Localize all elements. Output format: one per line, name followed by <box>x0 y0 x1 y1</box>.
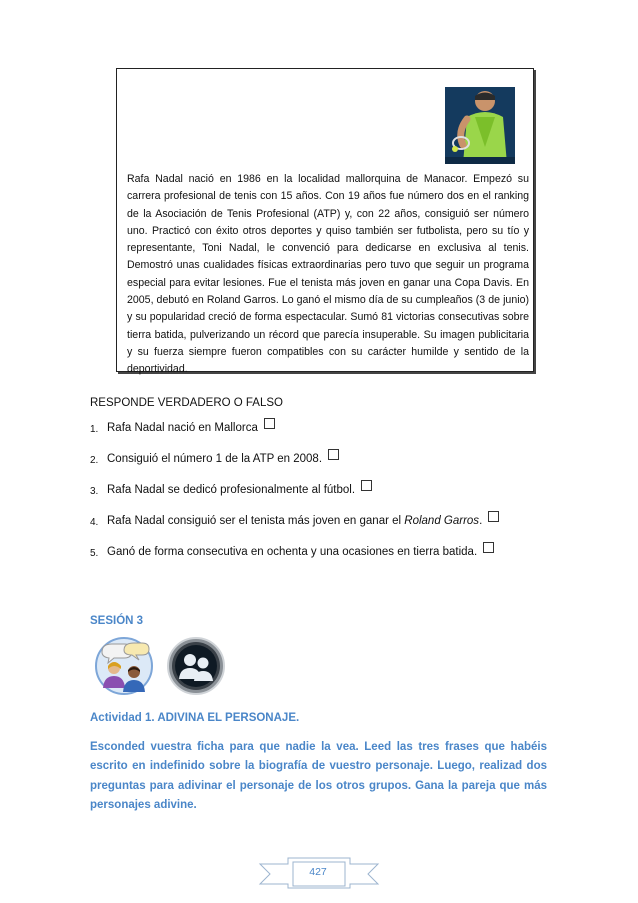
page-number: 427 <box>309 866 327 878</box>
question-text <box>107 515 482 527</box>
question-number: 5. <box>90 548 99 559</box>
question-text: Consiguió el número 1 de la ATP en 2008. <box>107 453 323 465</box>
biography-box <box>116 68 534 376</box>
activity-instructions: Esconded vuestra ficha para que nadie la vea. Leed las tres frases que habéis escrito en indefinido sobre la biografía de vuestro personaje. Luego, realizad dos preguntas para adivinar el personaje de los otros grupos. Gana la pareja que más personajes adivine. <box>90 741 547 811</box>
question-text: Rafa Nadal se dedicó profesionalmente al fútbol. <box>107 484 356 496</box>
answer-checkbox[interactable] <box>328 449 339 460</box>
people-talking-icon <box>94 636 154 696</box>
tennis-player-photo <box>445 87 515 164</box>
answer-checkbox[interactable] <box>361 480 372 491</box>
answer-checkbox[interactable] <box>483 542 494 553</box>
activity-title: Actividad 1. ADIVINA EL PERSONAJE. <box>90 712 300 724</box>
quiz-heading: RESPONDE VERDADERO O FALSO <box>90 397 283 409</box>
question-text-italic: Roland Garros <box>404 515 480 527</box>
question-number: 1. <box>90 424 99 435</box>
quiz-question <box>90 422 550 453</box>
question-text-end: . <box>479 515 483 527</box>
quiz-question <box>90 546 550 577</box>
session-title: SESIÓN 3 <box>90 615 144 627</box>
question-text-main: Rafa Nadal consiguió ser el tenista más joven en ganar el <box>107 515 405 527</box>
question-number: 4. <box>90 517 99 528</box>
quiz-list <box>90 422 550 577</box>
answer-checkbox[interactable] <box>264 418 275 429</box>
quiz-question <box>90 484 550 515</box>
question-number: 2. <box>90 455 99 466</box>
quiz-question <box>90 515 550 546</box>
question-number: 3. <box>90 486 99 497</box>
group-icon <box>166 636 226 696</box>
biography-text: Rafa Nadal nació en 1986 en la localidad mallorquina de Manacor. Empezó su carrera profesional de tenis con 15 años. Con 19 años fue número dos en el ranking de la Asociación de Tenis Profesional (ATP) y, con 22 años, consiguió ser número uno. Practicó con éxito otros deportes y quiso también ser futbolista, pero su tío y representante, Toni Nadal, le convenció para dedicarse en exclusiva al tenis. Demostró unas cualidades físicas extraordinarias pero tuvo que seguir un programa especial para evitar lesiones. Fue el tenista más joven en ganar una Copa Davis. En 2005, debutó en Roland Garros. Lo ganó el mismo día de su cumpleaños (3 de junio) y su popularidad creció de forma espectacular. Sumó 81 victorias consecutivas sobre tierra batida, pulverizando un récord que parecía insuperable. Su imagen publicitaria y su fuerza siempre fueron compatibles con su carácter humilde y sentido de la deportividad. <box>127 173 529 376</box>
answer-checkbox[interactable] <box>488 511 499 522</box>
question-text: Rafa Nadal nació en Mallorca <box>107 422 258 434</box>
question-text: Ganó de forma consecutiva en ochenta y una ocasiones en tierra batida. <box>107 546 478 558</box>
quiz-question <box>90 453 550 484</box>
